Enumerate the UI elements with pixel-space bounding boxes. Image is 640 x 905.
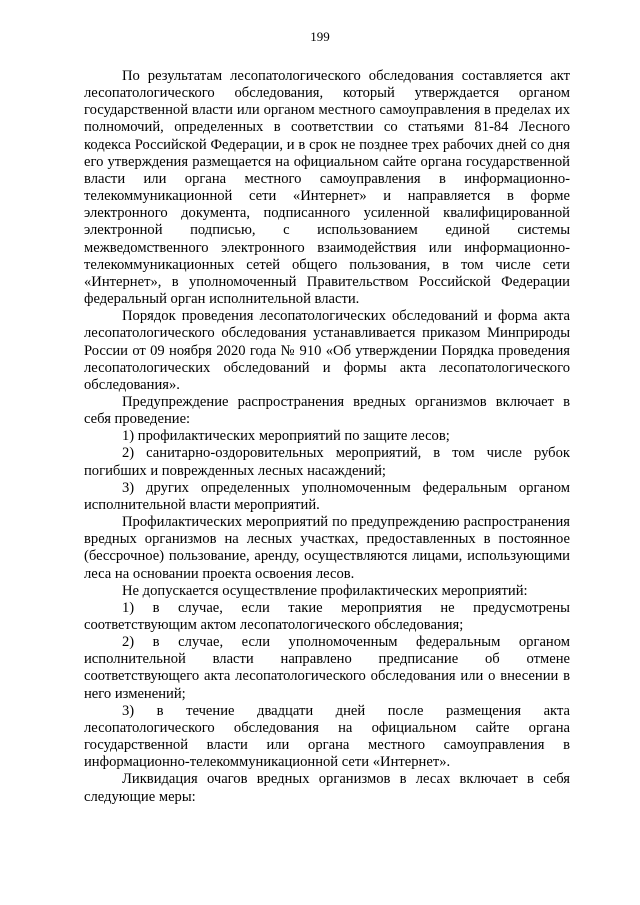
paragraph-prevention-intro: Предупреждение распространения вредных организмов включает в себя проведение: — [84, 393, 570, 428]
document-body — [84, 68, 570, 806]
paragraph-procedure-order: Порядок проведения лесопатологических обследований и форма акта лесопатологического обследования устанавливается приказом Минприроды России от 09 ноября 2020 года № 910 «Об утверждении Порядка проведения лесопатологических обследований и формы акта лесопатологического обследования». — [84, 308, 570, 393]
paragraph-report-act: По результатам лесопатологического обследования составляется акт лесопатологического обследования, который утверждается органом государственной власти или органом местного самоуправления в пределах их полномочий, определенных в соответствии со статьями 81-84 Лесного кодекса Российской Федерации, и в срок не позднее трех рабочих дней со дня его утверждения размещается на официальном сайте органа государственной власти или органа местного самоуправления в информационно-телекоммуникационной сети «Интернет» и направляется в форме электронного документа, подписанного усиленной квалифицированной электронной подписью, с использованием единой системы межведомственного электронного взаимодействия или информационно-телекоммуникационных сетей общего пользования, в том числе сети «Интернет», в уполномоченный Правительством Российской Федерации федеральный орган исполнительной власти. — [84, 68, 570, 308]
list-item-prevention-1: 1) профилактических мероприятий по защите лесов; — [122, 428, 450, 445]
list-item-prevention-2: 2) санитарно-оздоровительных мероприятий, в том числе рубок погибших и поврежденных лесных насаждений; — [84, 445, 570, 479]
list-item-prevention-3: 3) других определенных уполномоченным федеральным органом исполнительной власти мероприятий. — [84, 479, 570, 513]
list-item-not-allowed-3: 3) в течение двадцати дней после размещения акта лесопатологического обследования на официальном сайте органа государственной власти или органа местного самоуправления в информационно-телекоммуникационной сети «Интернет». — [84, 702, 570, 771]
paragraph-not-allowed-intro: Не допускается осуществление профилактических мероприятий: — [122, 582, 528, 599]
paragraph-liquidation-intro: Ликвидация очагов вредных организмов в лесах включает в себя следующие меры: — [84, 771, 570, 805]
list-item-not-allowed-2: 2) в случае, если уполномоченным федеральным органом исполнительной власти направлено предписание об отмене соответствующего акта лесопатологического обследования или о внесении в него изменений; — [84, 634, 570, 702]
paragraph-preventive-measures: Профилактических мероприятий по предупреждению распространения вредных организмов на лесных участках, предоставленных в постоянное (бессрочное) пользование, аренду, осуществляются лицами, использующими леса на основании проекта освоения лесов. — [84, 514, 570, 582]
page-number: 199 — [310, 29, 330, 44]
list-item-not-allowed-1: 1) в случае, если такие мероприятия не предусмотрены соответствующим актом лесопатологического обследования; — [84, 599, 570, 633]
